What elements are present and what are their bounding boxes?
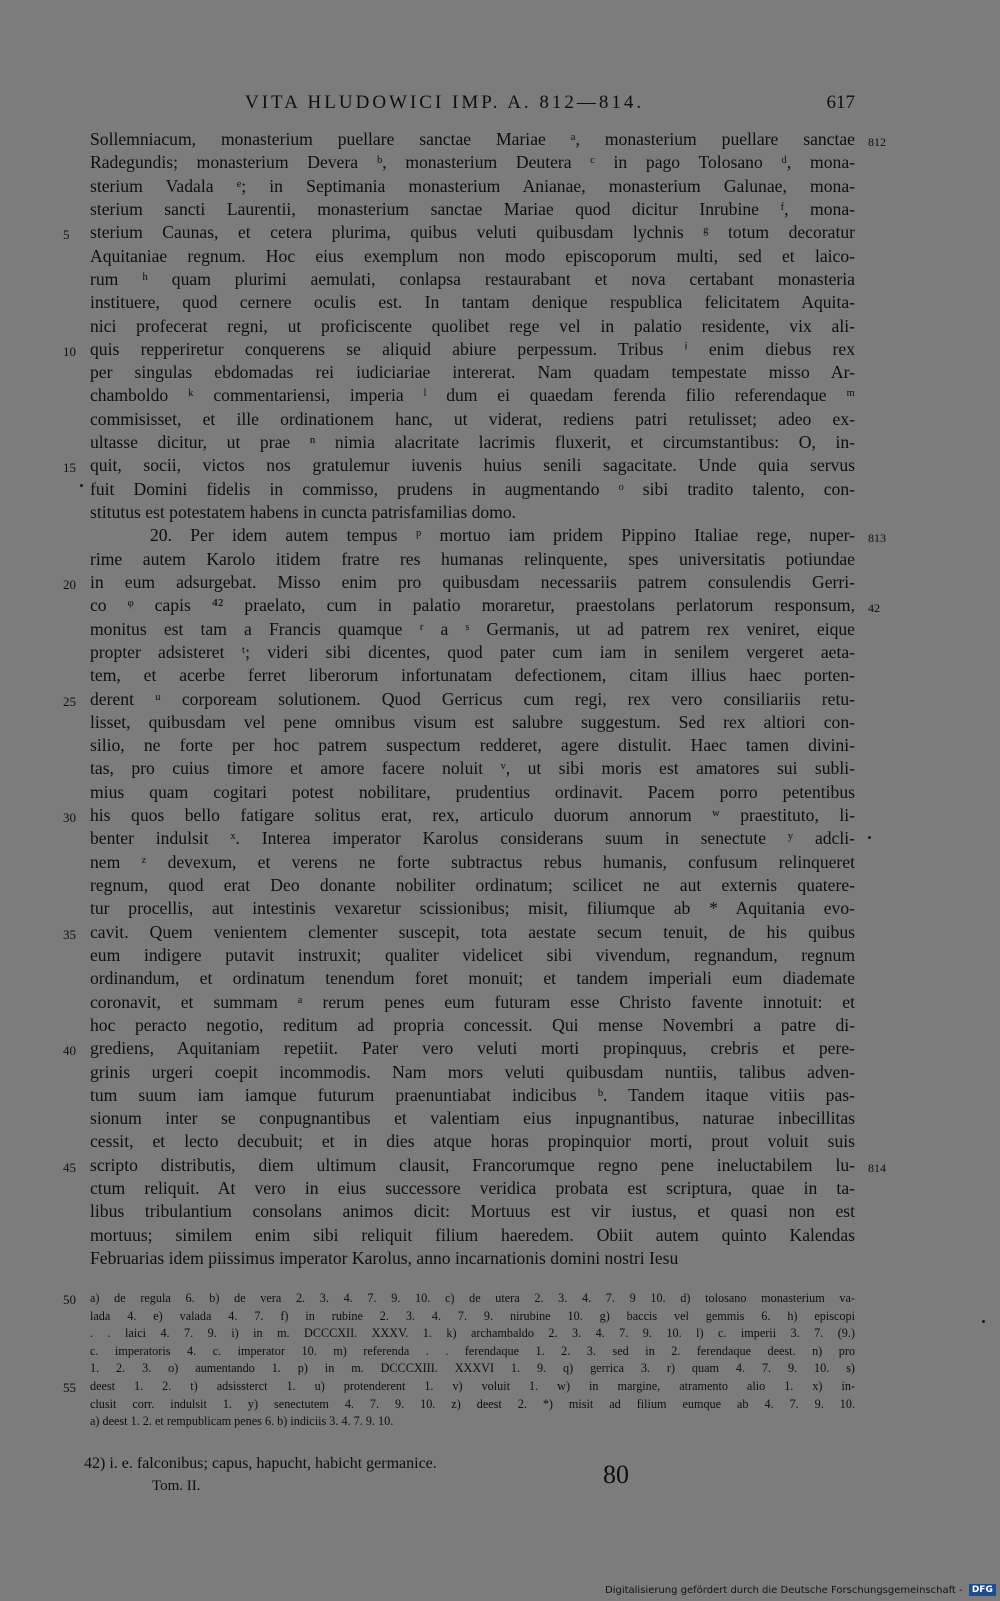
text-line: [90, 944, 855, 967]
line-number: 45: [63, 1159, 76, 1175]
margin-note: 812: [868, 135, 886, 149]
text-line: [90, 1061, 855, 1084]
line-text: derent ᵘ corpoream solutionem. Quod Gerricus cum regi, rex vero consiliariis retu-: [90, 688, 855, 709]
margin-dot: [868, 836, 871, 839]
margin-dot: [80, 484, 83, 487]
line-text: sterium Vadala ᵉ; in Septimania monasterium Anianae, monasterium Galunae, mona-: [90, 175, 855, 196]
line-text: sionum inter se conpugnantibus et valentiam eius inpugnantibus, naturae inbecillitas: [90, 1108, 855, 1129]
text-line: [90, 501, 855, 524]
line-text: a) de regula 6. b) de vera 2. 3. 4. 7. 9. 10. c) de utera 2. 3. 4. 7. 9 10. d) tolosano monasterium va-: [90, 1291, 855, 1305]
line-number: 25: [63, 693, 76, 709]
text-line: [63, 688, 855, 711]
margin-note: 42: [868, 601, 880, 616]
line-text: tum suum iam iamque futurum praenuntiabat indicibus ᵇ. Tandem itaque vitiis pas-: [90, 1084, 855, 1105]
line-text: propter adsisteret ᵗ; videri sibi dicentes, quod pater cum iam in senilem vergeret aeta-: [90, 641, 855, 662]
line-text: commisisset, et ille ordinationem hanc, ut viderat, rediens patri retulisset; adeo ex-: [90, 408, 855, 429]
line-text: ctum reliquit. At vero in eius successore veridica probata est scriptura, quae in ta-: [90, 1178, 855, 1199]
signature-mark: Tom. II.: [152, 1478, 201, 1494]
text-line: [90, 128, 886, 151]
page-header: [90, 92, 855, 120]
line-text: quis repperiretur conquerens se aliquid abiure perpessum. Tribus ⁱ enim diebus rex: [90, 338, 855, 359]
footnote-line: [63, 1290, 855, 1308]
margin-note: 814: [868, 1160, 886, 1175]
line-text: co ᵠ capis ⁴² praelato, cum in palatio moraretur, praestolans perlatorum responsum,: [90, 595, 855, 616]
line-text: scripto distributis, diem ultimum clausit, Francorumque regno pene ineluctabilem lu-: [90, 1154, 855, 1175]
text-line: [90, 1014, 855, 1037]
text-line: [63, 1154, 886, 1177]
text-line: [90, 874, 855, 897]
line-text: instituere, quod cernere oculis est. In tantam denique respublica felicitatem Aquita-: [90, 292, 855, 313]
text-line: [90, 664, 855, 687]
line-text: in eum adsurgebat. Misso enim pro quibusdam necessariis patrem consulendis Gerri-: [90, 571, 855, 592]
line-text: mius quam cogitari potest nobilitare, prudentius ordinavit. Pacem porro petentibus: [90, 781, 855, 802]
text-line: [63, 221, 855, 244]
text-line: [90, 757, 855, 780]
text-line: [90, 641, 855, 664]
footnote-line: [90, 1325, 855, 1343]
line-text: silio, ne forte per hoc patrem suspectum redderet, agere distulit. Haec tamen divini-: [90, 735, 855, 756]
text-line: [90, 1224, 855, 1247]
line-text: Radegundis; monasterium Devera ᵇ, monasterium Deutera ᶜ in pago Tolosano ᵈ, mona-: [90, 152, 855, 173]
text-line: [90, 431, 855, 454]
text-line: [90, 1247, 855, 1270]
line-text: monitus est tam a Francis quamque ʳ a ˢ Germanis, ut ad patrem rex veniret, eique: [90, 618, 855, 639]
digitization-credit: [605, 1584, 996, 1596]
text-line: [90, 478, 855, 501]
line-text: tem, et acerbe ferret liberorum infortunatam defectionem, citam illius haec porten-: [90, 665, 855, 686]
text-line: [90, 361, 855, 384]
line-text: 20. Per idem autem tempus ᵖ mortuo iam pridem Pippino Italiae rege, nuper-: [150, 525, 855, 546]
text-line: [90, 315, 855, 338]
text-line: [90, 408, 855, 431]
line-number: 35: [63, 926, 76, 942]
line-text: fuit Domini fidelis in commisso, prudens in augmentando ᵒ sibi tradito talento, con-: [90, 478, 855, 499]
line-number: 30: [63, 810, 76, 826]
text-line: [63, 338, 855, 361]
line-text: sterium sancti Laurentii, monasterium sanctae Mariae quod dicitur Inrubine ᶠ, mona-: [90, 198, 855, 219]
line-text: libus tribulantium consolans animos dicit: Mortuus est vir iustus, et quasi non est: [90, 1201, 855, 1222]
text-line: [90, 991, 855, 1014]
line-text: nici profecerat regni, ut proficiscente quolibet rege vel in palatio residente, vix ali-: [90, 315, 855, 336]
line-text: Aquitaniae regnum. Hoc eius exemplum non modo episcoporum multi, sed et laico-: [90, 245, 855, 266]
text-line: [90, 851, 855, 874]
line-text: hoc peracto negotio, reditum ad propria concessit. Qui mense Novembri a patre di-: [90, 1014, 855, 1035]
text-line: [90, 175, 855, 198]
page-number: 617: [826, 92, 855, 113]
text-line: [90, 524, 886, 547]
text-line: [90, 245, 855, 268]
line-number: 40: [63, 1043, 76, 1059]
line-text: quit, socii, victos nos gratulemur iuvenis huius senili sagacitate. Unde quia servus: [90, 455, 855, 476]
line-text: Sollemniacum, monasterium puellare sanctae Mariae ᵃ, monasterium puellare sanctae: [90, 129, 855, 149]
footnote-line: [90, 1360, 855, 1378]
running-title: VITA HLUDOWICI IMP. A. 812—814.: [245, 92, 645, 113]
line-text: grinis urgeri coepit incommodis. Nam mors veluti quibusdam nuntiis, talibus adven-: [90, 1061, 855, 1082]
sheet-number: 80: [603, 1460, 629, 1489]
line-number: 50: [63, 1292, 76, 1307]
margin-dot: [982, 1320, 985, 1323]
text-line: [63, 1037, 855, 1060]
line-text: rum ʰ quam plurimi aemulati, conlapsa restaurabant et nova certabant monasteria: [90, 268, 855, 289]
footnote-line: [63, 1378, 855, 1396]
line-text: tur procellis, aut intestinis vexaretur scissionibus; misit, filiumque ab * Aquitania evo-: [90, 898, 855, 919]
line-text: clusit corr. indulsit 1. y) senectutem 4. 7. 9. 10. z) deest 2. *) misit ad filium eumque ab 4. 7. 9. 10.: [90, 1396, 855, 1411]
text-line: [90, 967, 855, 990]
text-line: [63, 571, 855, 594]
text-line: [90, 268, 855, 291]
line-text: benter indulsit ˣ. Interea imperator Karolus considerans suum in senectute ʸ adcli-: [90, 828, 855, 849]
line-text: 1. 2. 3. o) aumentando 1. p) in m. DCCCXIII. XXXVI 1. 9. q) gerrica 3. r) quam 4. 7. 9. 10. s): [90, 1361, 855, 1376]
line-text: sterium Caunas, et cetera plurima, quibus veluti quibusdam lychnis ᵍ totum decoratur: [90, 222, 855, 243]
line-text: lisset, quibusdam vel pene omnibus visum est salubre suggestum. Sed rex altiori con-: [90, 711, 855, 732]
text-line: [63, 804, 855, 827]
line-text: tas, pro cuius timore et amore facere noluit ᵛ, ut sibi moris est amatores sui subli-: [90, 758, 855, 779]
text-line: [90, 151, 855, 174]
text-line: [90, 1107, 855, 1130]
text-line: [90, 291, 855, 314]
footnote-line: [90, 1308, 855, 1326]
text-line: [90, 897, 855, 920]
text-line: [90, 1084, 855, 1107]
dfg-logo: DFG: [969, 1584, 996, 1596]
line-text: mortuus; similem enim sibi reliquit filium haeredem. Obiit autem quinto Kalendas: [90, 1224, 855, 1245]
line-text: lada 4. e) valada 4. 7. f) in rubine 2. 3. 4. 7. 9. nirubine 10. g) baccis vel gemmis 6. h) episcopi: [90, 1308, 855, 1323]
text-line: [90, 198, 855, 221]
line-number: 20: [63, 576, 76, 592]
line-text: chamboldo ᵏ commentariensi, imperia ˡ dum ei quaedam ferenda filio referendaque ᵐ: [90, 385, 855, 406]
line-number: 10: [63, 343, 76, 359]
line-text: . . laici 4. 7. 9. i) in m. DCCCXII. XXXV. 1. k) archambaldo 2. 3. 4. 7. 9. 10. l) c. imperii 3. 7. (9.): [90, 1326, 855, 1341]
text-line: [90, 827, 855, 850]
line-text: regnum, quod erat Deo donante nobiliter ordinatum; scilicet ne aut externis quatere-: [90, 875, 855, 895]
line-number: 5: [63, 227, 70, 243]
footnote-line: [90, 1343, 855, 1361]
line-text: Februarias idem piissimus imperator Karolus, anno incarnationis domini nostri Iesu: [90, 1248, 679, 1268]
line-text: cessit, et lecto decubuit; et in dies atque horas propinquior morti, prout voluit suis: [90, 1131, 855, 1152]
line-text: his quos bello fatigare solitus erat, rex, articulo duorum annorum ʷ praestituto, li-: [90, 805, 855, 826]
line-text: rime autem Karolo itidem fratre res humanas relinquente, spes universitatis potiundae: [90, 548, 855, 569]
text-line: [90, 384, 855, 407]
line-text: per singulas ebdomadas rei iudiciariae intererat. Nam quadam tempestate misso Ar-: [90, 362, 855, 383]
footnote-line: [90, 1396, 855, 1414]
line-text: deest 1. 2. t) adsissterct 1. u) protenderent 1. v) voluit 1. w) in margine, atramento alio 1. x) in-: [90, 1378, 855, 1393]
note-42: 42) i. e. falconibus; capus, hapucht, habicht germanice.: [84, 1455, 437, 1472]
line-text: grediens, Aquitaniam repetiit. Pater vero veluti morti propinquus, crebris et pere-: [90, 1038, 855, 1059]
text-line: [63, 921, 855, 944]
line-text: a) deest 1. 2. et rempublicam penes 6. b) indiciis 3. 4. 7. 9. 10.: [90, 1414, 394, 1429]
text-line: [90, 781, 855, 804]
text-line: [90, 1177, 855, 1200]
line-text: ordinandum, et ordinatum tenendum foret monuit; et tandem imperiali eum diademate: [90, 968, 855, 989]
line-text: nem ᶻ devexum, et verens ne forte subtractus rebus humanis, confusum relinqueret: [90, 851, 855, 872]
margin-note: 813: [868, 531, 886, 546]
text-line: [90, 618, 855, 641]
line-number: 15: [63, 460, 76, 476]
text-line: [90, 594, 880, 617]
line-text: cavit. Quem venientem clementer suscepit, tota aestate secum tenuit, de his quibus: [90, 921, 855, 942]
text-line: [90, 1130, 855, 1153]
line-text: ultasse dicitur, ut prae ⁿ nimia alacritate lacrimis fluxerit, et circumstantibus: O, in-: [90, 432, 855, 453]
line-text: eum indigere putavit instruxit; qualiter videlicet sibi vivendum, regnandum, regnum: [90, 944, 855, 965]
line-text: coronavit, et summam ᵃ rerum penes eum futuram esse Christo favente innotuit: et: [90, 991, 855, 1012]
text-line: [90, 734, 855, 757]
text-line: [90, 548, 855, 571]
line-number: 55: [63, 1379, 76, 1395]
text-line: [90, 1200, 855, 1223]
main-text: [63, 128, 886, 1270]
critical-apparatus: [63, 1290, 855, 1431]
footnote-line: [90, 1413, 855, 1431]
text-line: [63, 454, 855, 477]
text-line: [90, 711, 855, 734]
digitization-text: Digitalisierung gefördert durch die Deutsche Forschungsgemeinschaft -: [605, 1585, 963, 1596]
line-text: stitutus est potestatem habens in cuncta patrisfamilias domo.: [90, 502, 517, 522]
line-text: c. imperatoris 4. c. imperator 10. m) referenda . . ferendaque 1. 2. 3. sed in 2. ferendaque deest. n) pro: [90, 1343, 855, 1358]
